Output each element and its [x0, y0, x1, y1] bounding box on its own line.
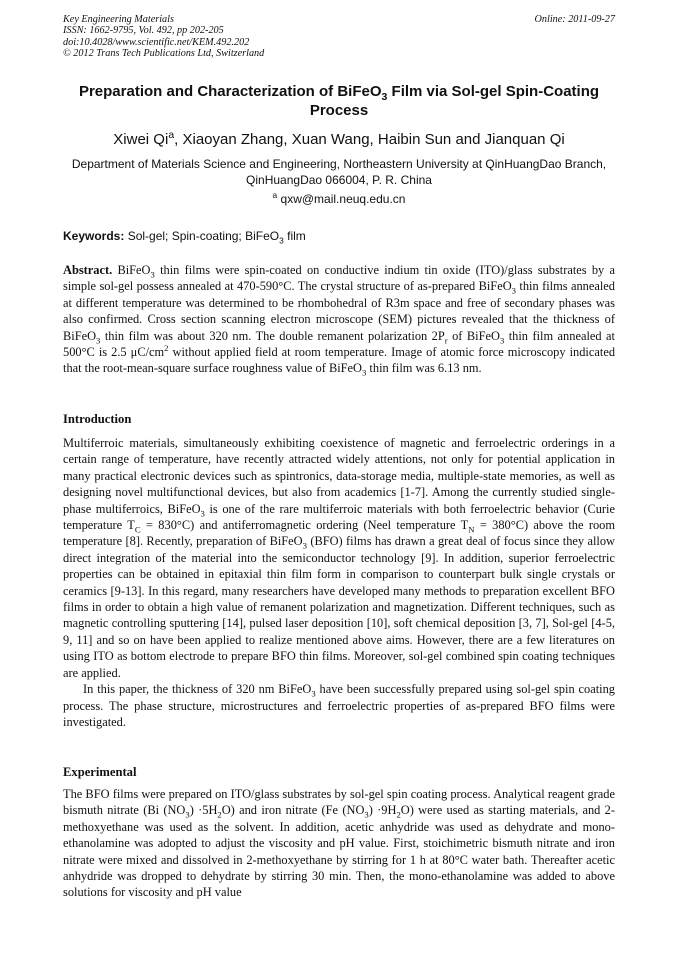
paragraph: In this paper, the thickness of 320 nm BiFeO$_3$ have been successfully prepared using sol-gel spin coating process. The phase structure, microstructures and ferroelectric properties of as-prepared BFO films were investigated. [63, 682, 615, 729]
section-heading-experimental: Experimental [63, 765, 137, 779]
issn-line: ISSN: 1662-9795, Vol. 492, pp 202-205 [63, 25, 224, 37]
paragraph: The BFO films were prepared on ITO/glass substrates by sol-gel spin coating process. Analytical reagent grade bismuth nitrate (Bi $(NO_3) \cdot 5H_2O$) and iron nitrate (Fe $(NO_3) \cdot 9H_2O$) were used as starting materials, and 2-methoxyethane was used as the solvent. In addition, acetic anhydride was used as dehydrate and mono-ethanolamine was adopted to adjust the viscosity and pH value. First, stoichimetric bismuth nitrate and iron nitrate were mixed and dissolved in 2-methoxyethane by stirring for 1 h at 80°C water bath. Thereafter acetic anhydride was dropped to dehydrate by stirring 30 min. Then, the mono-ethanolamine was added to above solutions for viscosity and pH value [63, 787, 615, 900]
doi-line: doi:10.4028/www.scientific.net/KEM.492.202 [63, 36, 250, 48]
online-date: Online: 2011-09-27 [534, 14, 615, 25]
experimental-text [63, 786, 615, 901]
paragraph: Multiferroic materials, simultaneously exhibiting coexistence of magnetic and ferroelectric orderings in a certain range of temperature, have recently attracted widely attentions, not only for potential application in many practical electronic devices such as spintronics, data-storage media, multiple-state memories, as well as designing novel multifunctional devices, but also from academics [1-7]. Among the currently studied single-phase multiferroics, BiFeO$_3$ is one of the rare multiferroic materials with both ferroelectric behavior (Curie temperature $T_C = 830^\circ C$) and antiferromagnetic ordering (Neel temperature $T_N = 380^\circ C$) above the room temperature [8]. Recently, preparation of BiFeO$_3$ (BFO) films has drawn a great deal of focus since they allow direct integration of the material into the semiconductor technology [9]. In addition, superior ferroelectric properties can be obtained in epitaxial thin film form in comparison to counterpart bulk single crystals or ceramics [9-13]. In this regard, many researchers have developed many methods to preparation excellent BFO films in order to obtain a high value of remanent polarization and magnetization. Different techniques, such as magnetic controlling sputtering [14], pulsed laser deposition [10], soft chemical deposition [3, 7], Sol-gel [4-5, 9, 11] and so on have been applied to realize mentioned above aims. However, there are a few literatures on using ITO as bottom electrode to prepare BFO thin films. Moreover, sol-gel combined spin coating techniques are applied. [63, 436, 615, 680]
section-heading-introduction: Introduction [63, 412, 132, 426]
author-list: Xiwei Qi$^a$, Xiaoyan Zhang, Xuan Wang, Haibin Sun and Jianquan Qi [113, 129, 565, 148]
copyright-line: © 2012 Trans Tech Publications Ltd, Switzerland [63, 48, 265, 60]
affiliation: Department of Materials Science and Engineering, Northeastern University at QinHuangDao Branch, QinHuangDao 066004, P. R. China [71, 157, 607, 187]
corresponding-email: $^a$ qxw@mail.neuq.edu.cn [272, 190, 406, 206]
keywords: Keywords: Sol-gel; Spin-coating; BiFeO$_3$ film [63, 229, 306, 246]
abstract: Abstract. BiFeO$_3$ thin films were spin-coated on conductive indium tin oxide (ITO)/glass substrates by a simple sol-gel possess annealed at 470-590°C. The crystal structure of as-prepared BiFeO$_3$ thin films annealed at different temperature was determined to be rhombohedral of R3m space and free of secondary phases was also confirmed. Cross section scanning electron microscope (SEM) pictures revealed that the thickness of BiFeO$_3$ thin film was about 320 nm. The double remanent polarization $2P_r$ of BiFeO$_3$ thin film annealed at 500°C is 2.5 $\mu C/cm^2$ without applied field at room temperature. Image of atomic force microscopy indicated that the root-mean-square surface roughness value of BiFeO$_3$ thin film was 6.13 nm. [63, 263, 616, 378]
journal-name: Key Engineering Materials [63, 14, 174, 25]
introduction-text [63, 435, 615, 730]
paper-title: Preparation and Characterization of BiFeO$_3$ Film via Sol-gel Spin-Coating Process [78, 83, 600, 119]
running-header [63, 14, 615, 60]
